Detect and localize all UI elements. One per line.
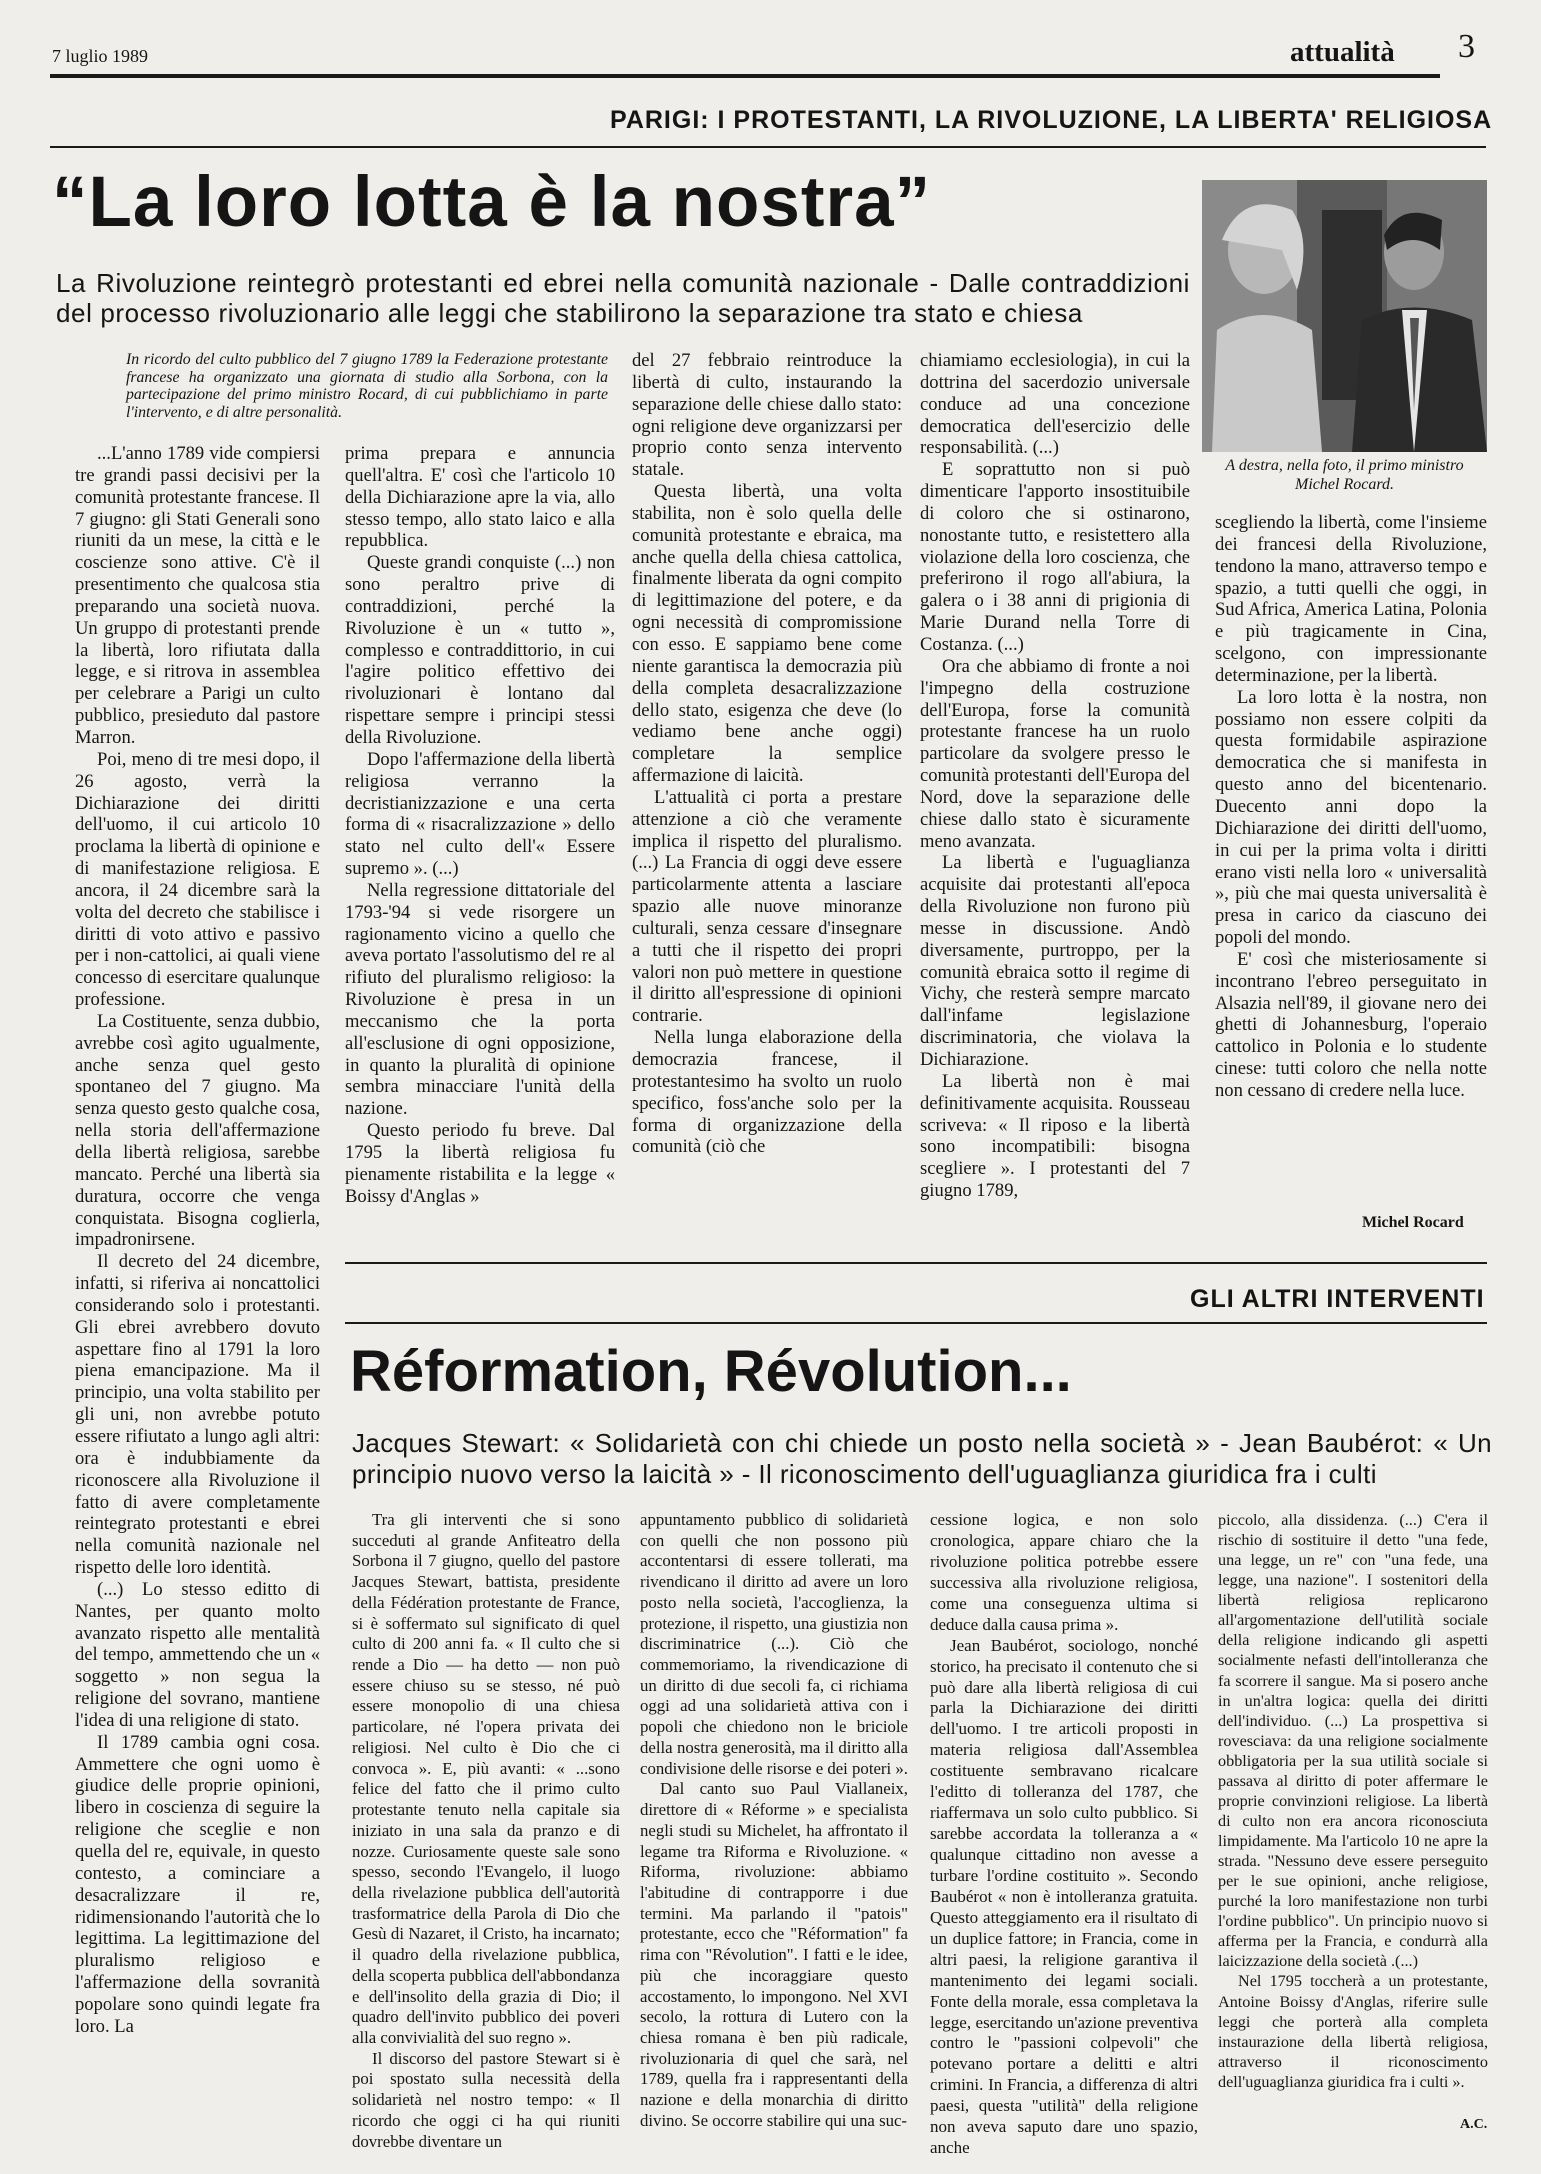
article2-column-3	[930, 1510, 1198, 2159]
article2-column-1	[352, 1510, 620, 2152]
paragraph: Nel 1795 toccherà a un protestante, Antoine Boissy d'Anglas, riferire sulle leggi che porterà alla completa instaurazione della libertà religiosa, attraverso il riconoscimento dell'uguaglianza giuridica fra i culti ».	[1218, 1972, 1488, 2091]
paragraph: Jean Baubérot, sociologo, nonché storico, ha precisato il contenuto che si può dare alla libertà religiosa di cui parla la Dichiarazione dei diritti dell'uomo. I tre articoli proposti in materia religiosa dall'Assemblea costituente sembravano ricalcare l'editto di tolleranza del 1787, che riaffermava un solo culto pubblico. Si sarebbe accordata la tolleranza a « qualunque cittadino non avesse a turbare l'ordine costituito ». Secondo Baubérot « non è intolleranza gratuita. Questo atteggiamento era il risultato di un duplice fattore; in Francia, come in altri paesi, la religione garantiva il mantenimento dei legami sociali. Fonte della morale, essa completava la legge, esercitando un'azione preventiva contro le "passioni colpevoli" che potevano portare a delitti e altri crimini. In Francia, a differenza di altri paesi, questa "utilità" della religione non aveva saputo dare uno spazio, anche	[930, 1635, 1198, 2158]
paragraph: La libertà e l'uguaglianza acquisite dai protestanti all'epoca della Rivoluzione non furono più messe in discussione. Andò diversamente, purtroppo, per la comunità ebraica sotto il regime di Vichy, che resterà sempre marcato dall'infame legislazione discriminatoria, che violava la Dichiarazione.	[920, 852, 1190, 1070]
paragraph: Dal canto suo Paul Viallaneix, direttore di « Réforme » e specialista negli studi su Michelet, ha affrontato il legame tra Riforma e Rivoluzione. « Riforma, rivoluzione: abbiamo l'abitudine di contrapporre i due termini. Ma parlando il "patois" protestante, ecco che "Réformation" fa rima con "Révolution". I fatti e le idee, più che incoraggiare questo accostamento, lo impongono. Nel XVI secolo, la rottura di Lutero con la chiesa romana è ben più radicale, rivoluzionaria di quel che sarà, nel 1789, quella fra i rappresentanti della nazione e della monarchia di diritto divino. Se occorre stabilire qui una suc-	[640, 1779, 908, 2130]
article1-column-4	[920, 350, 1190, 1202]
paragraph: La Costituente, senza dubbio, avrebbe così agito ugualmente, anche senza quel gesto spontaneo del 7 giugno. Ma senza questo gesto qualche cosa, nella storia dell'affermazione della libertà religiosa, sarebbe mancato. Perché una libertà sia duratura, occorre che venga conquistata. Bisogna coglierla, impadronirsene.	[75, 1010, 320, 1251]
paragraph: Il decreto del 24 dicembre, infatti, si riferiva ai noncattolici considerando solo i protestanti. Gli ebrei avrebbero dovuto aspettare fino al 1791 la loro piena emancipazione. Ma il principio, una volta stabilito per gli uni, non avrebbe potuto essere rifiutato a lungo agli altri: ora è indubbiamente da riconoscere alla Rivoluzione il fatto di avere completamente reintegrato protestanti e ebrei nella comunità nazionale nel rispetto delle loro identità.	[75, 1251, 320, 1579]
paragraph: Ora che abbiamo di fronte a noi l'impegno della costruzione dell'Europa, forse la comunità protestante francese ha un ruolo particolare da svolgere presso le comunità protestanti dell'Europa del Nord, dove la separazione delle chiese dallo stato è sicuramente meno avanzata.	[920, 655, 1190, 852]
photo-caption: A destra, nella foto, il primo ministro Michel Rocard.	[1225, 457, 1464, 493]
paragraph: Dopo l'affermazione della libertà religiosa verranno la decristianizzazione e una certa forma di « risacralizzazione » dello stato nel culto dell'« Essere supremo ». (...)	[345, 748, 615, 880]
paragraph: Il 1789 cambia ogni cosa. Ammettere che ogni uomo è giudice delle proprie opinioni, libero in coscienza di seguire la religione che sceglie e non quella del re, equivale, in questo contesto, a cominciare a desacralizzare il re, ridimensionando l'autorità che lo legittima. La legittimazione del pluralismo religioso e l'affermazione della sovranità popolare sono quindi legate fra loro. La	[75, 1731, 320, 2037]
masthead-rule	[50, 74, 1440, 78]
article2-headline: Réformation, Révolution...	[350, 1339, 1072, 1404]
article-kicker: PARIGI: I PROTESTANTI, LA RIVOLUZIONE, LA LIBERTA' RELIGIOSA	[610, 106, 1493, 134]
paragraph: E soprattutto non si può dimenticare l'apporto insostituibile di coloro che si ostinarono, nonostante tutto, e resistettero alla violazione della loro coscienza, che preferirono il rogo all'abiura, la galera o i 38 anni di prigionia di Marie Durand nella Torre di Costanza. (...)	[920, 459, 1190, 655]
paragraph: Poi, meno di tre mesi dopo, il 26 agosto, verrà la Dichiarazione dei diritti dell'uomo, il cui articolo 10 proclama la libertà di opinione e di manifestazione religiosa. E ancora, il 24 dicembre sarà la volta del decreto che stabilisce i diritti di voto attivo e passivo per i non-cattolici, ai quali viene concesso di esercitare qualunque professione.	[75, 748, 320, 1011]
paragraph: Questo periodo fu breve. Dal 1795 la libertà religiosa fu pienamente ristabilita e la legge « Boissy d'Anglas »	[345, 1120, 615, 1207]
article2-column-4	[1218, 1510, 1488, 2092]
page-number: 3	[1458, 28, 1475, 65]
article1-column-1	[75, 443, 320, 2038]
article-subhead: La Rivoluzione reintegrò protestanti ed ebrei nella comunità nazionale - Dalle contraddizioni del processo rivoluzionario alle leggi che stabilirono la separazione tra stato e chiesa	[56, 268, 1190, 328]
paragraph: chiamiamo ecclesiologia), in cui la dottrina del sacerdozio universale conduce ad una concezione democratica dell'esercizio delle responsabilità. (...)	[920, 350, 1190, 459]
kicker2-rule	[345, 1322, 1487, 1324]
article-intro: In ricordo del culto pubblico del 7 giugno 1789 la Federazione protestante francese ha organizzato una giornata di studio alla Sorbona, con la partecipazione del primo ministro Rocard, di cui pubblichiamo in parte l'intervento, e di altre personalità.	[126, 351, 608, 421]
paragraph: ...L'anno 1789 vide compiersi tre grandi passi decisivi per la comunità protestante francese. Il 7 giugno: gli Stati Generali sono riuniti da un mese, la città e le coscienze sono attive. C'è il presentimento che qualcosa stia preparando una società nuova. Un gruppo di protestanti prende la libertà, loro rifiutata dalla legge, e si ritrova in assemblea per celebrare a Parigi un culto pubblico, presieduto dal pastore Marron.	[75, 443, 320, 748]
article2-kicker: GLI ALTRI INTERVENTI	[1190, 1285, 1485, 1313]
paragraph: (...) Lo stesso editto di Nantes, per quanto molto avanzato rispetto alle mentalità del tempo, ammettendo che un « soggetto » non segua la religione del sovrano, mantiene l'idea di una religione di stato.	[75, 1578, 320, 1731]
article2-subhead: Jacques Stewart: « Solidarietà con chi chiede un posto nella società » - Jean Baubérot: « Un principio nuovo verso la laicità » - Il riconoscimento dell'uguaglianza giuridica fra i culti	[352, 1428, 1492, 1489]
article1-column-3	[632, 350, 902, 1158]
article1-column-2	[345, 443, 615, 1208]
article2-column-2	[640, 1510, 908, 2132]
article1-column-5	[1215, 512, 1487, 1102]
paragraph: L'attualità ci porta a prestare attenzione a ciò che veramente implica il rispetto del pluralismo. (...) La Francia di oggi deve essere particolarmente attenta a lasciare spazio alle nuove minoranze culturali, senza cessare d'insegnare a tutti che il rispetto dei propri valori non può mettere in questione il diritto all'espressione di opinioni contrarie.	[632, 786, 902, 1027]
kicker-rule	[50, 146, 1486, 148]
section-title: attualità	[1290, 36, 1395, 68]
article2-initials: A.C.	[1460, 2117, 1488, 2132]
section-rule	[345, 1262, 1487, 1264]
photo-image	[1202, 180, 1487, 452]
paragraph: scegliendo la libertà, come l'insieme dei francesi della Rivoluzione, tendono la mano, attraverso tempo e spazio, a tutti quelli che oggi, in Sud Africa, America Latina, Polonia e più tragicamente in Cina, scelgono, con impressionante determinazione, per la libertà.	[1215, 512, 1487, 686]
paragraph: Nella regressione dittatoriale del 1793-'94 si vede risorgere un ragionamento vicino a quello che aveva portato l'assolutismo del re al rifiuto del pluralismo religioso: la Rivoluzione è presa in un meccanismo che la porta all'esclusione di ogni opposizione, in quanto la pluralità di opinione sembra minacciare l'unità della nazione.	[345, 879, 615, 1120]
paragraph: Tra gli interventi che si sono succeduti al grande Anfiteatro della Sorbona il 7 giugno, quello del pastore Jacques Stewart, battista, presidente della Fédération protestante de France, si è soffermato sul significato di quel culto di 200 anni fa. « Il culto che si rende a Dio — ha detto — non può essere chiuso su se stesso, né può essere monopolio di una chiesa particolare, né l'opera privata dei religiosi. Nel culto è Dio che ci convoca ». E, più avanti: « ...sono felice del fatto che il primo culto protestante tenuto nella capitale sia iniziato in una sala da pranzo e di nozze. Curiosamente queste sale sono spesso, secondo l'Evangelo, il luogo della rivelazione pubblica dell'autorità trasformatrice della Parola di Dio che Gesù di Nazaret, il Cristo, ha incarnato; il quadro della rivelazione pubblica, della scoperta pubblica dell'abbondanza e dell'insolito della grazia di Dio; il quadro dell'invito pubblico dei poveri alla convivialità del suo regno ».	[352, 1510, 620, 2047]
paragraph: Questa libertà, una volta stabilita, non è solo quella delle comunità protestante e ebraica, ma anche quella della chiesa cattolica, finalmente liberata da ogni compito di legittimazione del potere, e da ogni necessità di compromissione con esso. E sappiamo bene come niente garantisca la democrazia più della completa desacralizzazione dello stato, esigenza che deve (lo vediamo bene anche oggi) completare la semplice affermazione di laicità.	[632, 481, 902, 787]
paragraph: La libertà non è mai definitivamente acquisita. Rousseau scriveva: « Il riposo e la libertà sono incompatibili: bisogna scegliere ». I protestanti del 7 giugno 1789,	[920, 1070, 1190, 1202]
article-signature: Michel Rocard	[1362, 1214, 1464, 1231]
paragraph: piccolo, alla dissidenza. (...) C'era il rischio di sostituire il detto "una fede, una legge, un re" con "una fede, una legge, una nazione". I sostenitori della libertà religiosa replicarono all'argomentazione dell'utilità sociale della religione indicando gli aspetti socialmente nefasti dell'intolleranza che fa scorrere il sangue. Ma si posero anche in un'altra logica: quella dei diritti dell'individuo. (...) La prospettiva si rovesciava: da una religione socialmente obbligatoria per la sua utilità sociale si passava al diritto di poter affermare le proprie convinzioni religiose. La libertà di culto non era ancora riconosciuta limpidamente. Ma l'articolo 10 ne apre la strada. "Nessuno deve essere perseguito per le sue opinioni, anche religiose, purché la loro manifestazione non turbi l'ordine pubblico". Un principio nuovo si afferma per la Francia, e condurrà alla laicizzazione della società .(...)	[1218, 1511, 1488, 1971]
paragraph: Il discorso del pastore Stewart si è poi spostato sulla necessità della solidarietà nel nostro tempo: « Il ricordo che oggi ci ha qui riuniti dovrebbe diventare un	[352, 2048, 620, 2151]
paragraph: prima prepara e annuncia quell'altra. E' così che l'articolo 10 della Dichiarazione apre la via, allo stesso tempo, allo stato laico e alla repubblica.	[345, 443, 615, 552]
paragraph: Nella lunga elaborazione della democrazia francese, il protestantesimo ha svolto un ruolo specifico, foss'anche solo per la forma di organizzazione della comunità (ciò che	[632, 1027, 902, 1158]
paragraph: La loro lotta è la nostra, non possiamo non essere colpiti da questa formidabile aspirazione democratica che si manifesta in questo anno del bicentenario. Duecento anni dopo la Dichiarazione dei diritti dell'uomo, in cui per la prima volta i diritti erano visti nella loro « universalità », più che mai questa universalità è presa in carico da ciascuno dei popoli del mondo.	[1215, 686, 1487, 949]
article-headline: “La loro lotta è la nostra”	[52, 163, 932, 242]
photo-rocard	[1202, 180, 1487, 452]
paragraph: cessione logica, e non solo cronologica, appare chiaro che la rivoluzione politica potrebbe essere successiva alla rivoluzione religiosa, come una conseguenza ultima si deduce dalla causa prima ».	[930, 1510, 1198, 1634]
issue-date: 7 luglio 1989	[52, 46, 149, 66]
paragraph: del 27 febbraio reintroduce la libertà di culto, instaurando la separazione delle chiese dallo stato: ogni religione deve organizzarsi per proprio conto senza intervento statale.	[632, 350, 902, 481]
paragraph: E' così che misteriosamente si incontrano l'ebreo perseguitato in Alsazia nell'89, il giovane nero dei ghetti di Johannesburg, l'operaio cattolico in Polonia e lo studente cinese: tutti coloro che nella notte non cessano di credere nella luce.	[1215, 948, 1487, 1101]
paragraph: Queste grandi conquiste (...) non sono peraltro prive di contraddizioni, perché la Rivoluzione è un « tutto », complesso e contraddittorio, in cui l'agire politico effettivo dei rivoluzionari è lontano dal rispettare sempre i principi stessi della Rivoluzione.	[345, 552, 615, 748]
paragraph: appuntamento pubblico di solidarietà con quelli che non possono più accontentarsi di essere tollerati, ma rivendicano il diritto ad avere un loro posto nella società, l'accoglienza, la protezione, il rispetto, una giustizia non discriminatrice (...). Ciò che commemoriamo, la rivendicazione di un diritto di due secoli fa, ci richiama oggi ad una solidarietà attiva con i popoli che chiedono non le briciole della nostra generosità, ma il diritto alla condivisione delle risorse e dei poteri ».	[640, 1510, 908, 1778]
